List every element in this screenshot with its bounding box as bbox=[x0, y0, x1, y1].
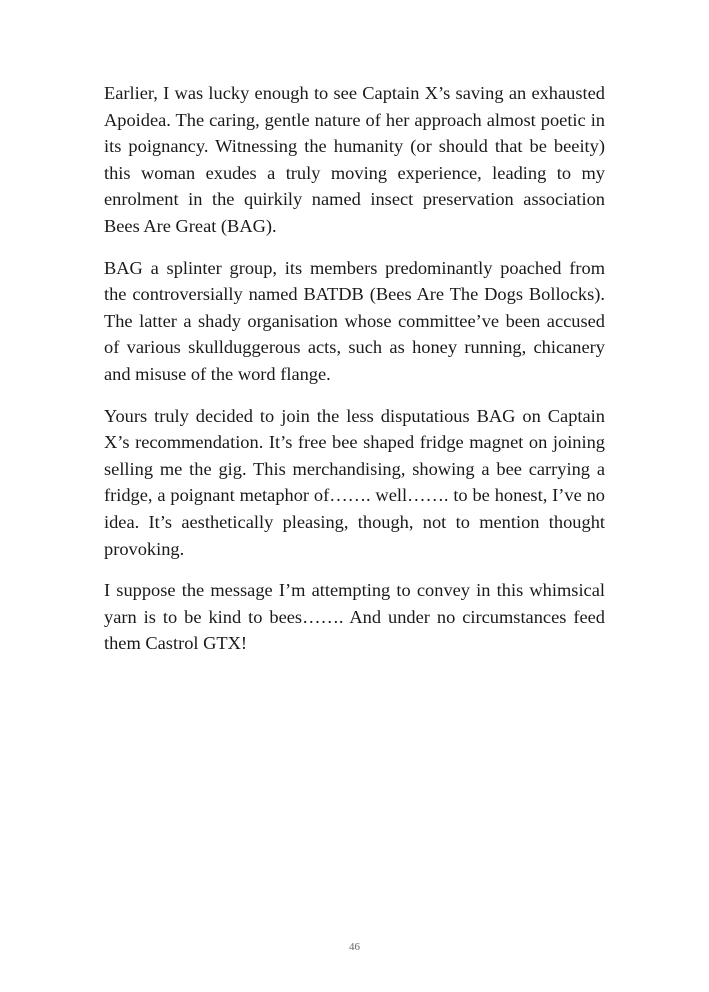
paragraph-1: Earlier, I was lucky enough to see Captain X’s saving an exhausted Apoidea. The caring, gentle nature of her approach almost poetic in its poignancy. Witnessing the humanity (or should that be beeity) this woman exudes a truly moving experience, leading to my enrolment in the quirkily named insect preservation association Bees Are Great (BAG). bbox=[104, 83, 605, 236]
page-body bbox=[104, 80, 605, 672]
paragraph-3: Yours truly decided to join the less disputatious BAG on Captain X’s recommendation. It’s free bee shaped fridge magnet on joining selling me the gig. This merchandising, showing a bee carrying a fridge, a poignant metaphor of……. well……. to be honest, I’ve no idea. It’s aesthetically pleasing, though, not to mention thought provoking. bbox=[104, 405, 605, 559]
paragraph-2: BAG a splinter group, its members predominantly poached from the controversially named BATDB (Bees Are The Dogs Bollocks). The latter a shady organisation whose committee’ve been accused of various skullduggerous acts, such as honey running, chicanery and misuse of the word flange. bbox=[104, 257, 605, 384]
page-number: 46 bbox=[349, 941, 360, 953]
paragraph-4: I suppose the message I’m attempting to convey in this whimsical yarn is to be kind to bees……. And under no circumstances feed them Castrol GTX! bbox=[104, 580, 605, 654]
